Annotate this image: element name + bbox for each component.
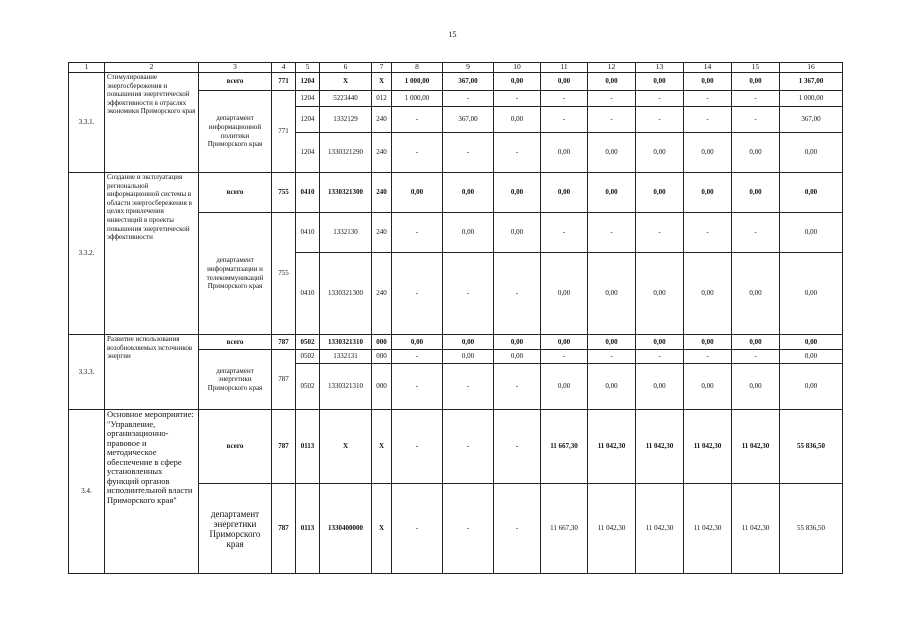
cell: 0,00 — [636, 173, 684, 213]
cell: 0,00 — [732, 364, 780, 410]
cell: 771 — [272, 73, 296, 91]
department-code: 787 — [272, 350, 296, 410]
cell: 0,00 — [588, 173, 636, 213]
cell: 240 — [372, 107, 392, 133]
cell: - — [443, 253, 494, 335]
cell: 0,00 — [732, 73, 780, 91]
cell: - — [684, 350, 732, 364]
cell: 1204 — [296, 133, 320, 173]
cell: 0,00 — [443, 213, 494, 253]
cell: 0,00 — [494, 107, 541, 133]
cell: 1204 — [296, 107, 320, 133]
cell: 0,00 — [780, 253, 843, 335]
cell: - — [588, 91, 636, 107]
cell: 0,00 — [392, 335, 443, 350]
cell: - — [443, 484, 494, 574]
cell: 0,00 — [684, 73, 732, 91]
header-cell: 15 — [732, 63, 780, 73]
header-cell: 13 — [636, 63, 684, 73]
section-code: 3.3.2. — [69, 173, 105, 335]
cell: 1330321300 — [320, 253, 372, 335]
cell: 0,00 — [684, 133, 732, 173]
cell: 1332131 — [320, 350, 372, 364]
cell: 787 — [272, 484, 296, 574]
cell: - — [494, 91, 541, 107]
table-row — [69, 335, 843, 350]
cell: 012 — [372, 91, 392, 107]
department-name: департамент энергетики Приморского края — [199, 350, 272, 410]
cell: 0,00 — [541, 173, 588, 213]
cell: X — [320, 410, 372, 484]
cell: - — [443, 364, 494, 410]
cell: X — [372, 484, 392, 574]
cell: - — [684, 91, 732, 107]
cell: 1 367,00 — [780, 73, 843, 91]
header-cell: 12 — [588, 63, 636, 73]
cell: 11 042,30 — [588, 410, 636, 484]
cell: 11 042,30 — [636, 484, 684, 574]
cell: 0,00 — [588, 335, 636, 350]
cell: 0410 — [296, 213, 320, 253]
cell: 1332130 — [320, 213, 372, 253]
cell: 367,00 — [443, 107, 494, 133]
cell: X — [372, 73, 392, 91]
cell: - — [732, 91, 780, 107]
cell: 0410 — [296, 173, 320, 213]
total-label: всего — [199, 173, 272, 213]
section-name: Стимулирование энергосбережения и повышения энергетической эффективности в отраслях экономики Приморского края — [105, 73, 199, 173]
budget-table — [68, 62, 843, 574]
section-name: Основное мероприятие: "Управление, организационно-правовое и методическое обеспечение в сфере установленных функций органов исполнительной власти Приморского края" — [105, 410, 199, 574]
cell: - — [684, 213, 732, 253]
header-cell: 11 — [541, 63, 588, 73]
section-code: 3.3.1. — [69, 73, 105, 173]
cell: - — [636, 91, 684, 107]
header-cell: 3 — [199, 63, 272, 73]
cell: 0,00 — [588, 73, 636, 91]
cell: 0,00 — [636, 253, 684, 335]
cell: 0,00 — [494, 213, 541, 253]
section-name: Создание и эксплуатация региональной информационной системы в области энергосбережения в целях привлечения инвестиций в проекты повышения энергетической эффективности — [105, 173, 199, 335]
cell: - — [541, 91, 588, 107]
department-name: департамент энергетики Приморского края — [199, 484, 272, 574]
cell: 0,00 — [443, 350, 494, 364]
cell: 0,00 — [392, 173, 443, 213]
cell: - — [392, 410, 443, 484]
cell: 0,00 — [588, 253, 636, 335]
cell: 0,00 — [780, 350, 843, 364]
total-label: всего — [199, 410, 272, 484]
cell: 0,00 — [780, 335, 843, 350]
header-cell: 6 — [320, 63, 372, 73]
cell: 1204 — [296, 73, 320, 91]
cell: 0,00 — [636, 133, 684, 173]
cell: - — [494, 133, 541, 173]
cell: 0,00 — [732, 173, 780, 213]
cell: - — [392, 350, 443, 364]
cell: 0,00 — [636, 73, 684, 91]
header-cell: 10 — [494, 63, 541, 73]
cell: 0,00 — [541, 253, 588, 335]
header-cell: 5 — [296, 63, 320, 73]
department-code: 755 — [272, 213, 296, 335]
cell: 1330321310 — [320, 364, 372, 410]
cell: 0,00 — [494, 173, 541, 213]
page-number: 15 — [448, 30, 457, 39]
cell: 000 — [372, 350, 392, 364]
cell: 240 — [372, 133, 392, 173]
cell: 0,00 — [541, 133, 588, 173]
cell: - — [541, 107, 588, 133]
cell: 0,00 — [732, 133, 780, 173]
section-code: 3.3.3. — [69, 335, 105, 410]
cell: 1 000,00 — [780, 91, 843, 107]
cell: 1330321300 — [320, 173, 372, 213]
cell: - — [588, 107, 636, 133]
cell: - — [636, 350, 684, 364]
cell: 000 — [372, 335, 392, 350]
cell: 0,00 — [780, 173, 843, 213]
cell: 0,00 — [684, 173, 732, 213]
cell: - — [494, 484, 541, 574]
cell: 0,00 — [636, 335, 684, 350]
cell: 1330400000 — [320, 484, 372, 574]
cell: 0,00 — [494, 350, 541, 364]
cell: X — [372, 410, 392, 484]
cell: 0410 — [296, 253, 320, 335]
total-label: всего — [199, 73, 272, 91]
cell: - — [588, 213, 636, 253]
cell: - — [392, 133, 443, 173]
cell: 0,00 — [684, 253, 732, 335]
cell: - — [392, 484, 443, 574]
cell: 0502 — [296, 364, 320, 410]
cell: 0,00 — [732, 253, 780, 335]
cell: - — [443, 91, 494, 107]
cell: 240 — [372, 253, 392, 335]
cell: - — [494, 410, 541, 484]
cell: 5223440 — [320, 91, 372, 107]
cell: 11 667,30 — [541, 410, 588, 484]
cell: 0502 — [296, 335, 320, 350]
cell: 11 042,30 — [732, 484, 780, 574]
cell: - — [636, 213, 684, 253]
cell: 0,00 — [684, 364, 732, 410]
section-name: Развитие использования возобновляемых источников энергии — [105, 335, 199, 410]
cell: 0,00 — [732, 335, 780, 350]
cell: - — [732, 107, 780, 133]
cell: 1 000,00 — [392, 91, 443, 107]
cell: - — [392, 364, 443, 410]
header-cell: 8 — [392, 63, 443, 73]
cell: 11 042,30 — [684, 484, 732, 574]
table-row — [69, 410, 843, 484]
cell: 1204 — [296, 91, 320, 107]
department-name: департамент информатизации и телекоммуникаций Приморского края — [199, 213, 272, 335]
table-row — [69, 173, 843, 213]
section-code: 3.4. — [69, 410, 105, 574]
cell: 0113 — [296, 484, 320, 574]
cell: 11 042,30 — [732, 410, 780, 484]
header-cell: 4 — [272, 63, 296, 73]
cell: - — [494, 253, 541, 335]
cell: 367,00 — [780, 107, 843, 133]
cell: 0,00 — [780, 364, 843, 410]
header-cell: 16 — [780, 63, 843, 73]
cell: 0,00 — [541, 73, 588, 91]
cell: 787 — [272, 335, 296, 350]
cell: 0,00 — [588, 364, 636, 410]
cell: - — [392, 213, 443, 253]
cell: - — [494, 364, 541, 410]
cell: 0,00 — [636, 364, 684, 410]
cell: 0113 — [296, 410, 320, 484]
cell: - — [541, 350, 588, 364]
cell: 0,00 — [780, 213, 843, 253]
cell: 0,00 — [443, 335, 494, 350]
cell: 0,00 — [494, 73, 541, 91]
cell: 1332129 — [320, 107, 372, 133]
cell: 11 042,30 — [684, 410, 732, 484]
cell: 11 042,30 — [636, 410, 684, 484]
cell: 0,00 — [541, 364, 588, 410]
cell: 0,00 — [780, 133, 843, 173]
cell: 000 — [372, 364, 392, 410]
cell: 0,00 — [443, 173, 494, 213]
cell: 0,00 — [588, 133, 636, 173]
cell: 0,00 — [684, 335, 732, 350]
cell: 367,00 — [443, 73, 494, 91]
total-label: всего — [199, 335, 272, 350]
header-cell: 14 — [684, 63, 732, 73]
cell: 55 836,50 — [780, 484, 843, 574]
cell: - — [732, 350, 780, 364]
header-cell: 9 — [443, 63, 494, 73]
cell: 755 — [272, 173, 296, 213]
cell: X — [320, 73, 372, 91]
header-cell: 1 — [69, 63, 105, 73]
department-name: департамент информационной политики Приморского края — [199, 91, 272, 173]
cell: - — [588, 350, 636, 364]
cell: 0502 — [296, 350, 320, 364]
cell: 240 — [372, 213, 392, 253]
cell: - — [636, 107, 684, 133]
department-code: 771 — [272, 91, 296, 173]
cell: 1330321310 — [320, 335, 372, 350]
cell: - — [684, 107, 732, 133]
cell: 0,00 — [541, 335, 588, 350]
cell: - — [392, 107, 443, 133]
cell: - — [392, 253, 443, 335]
cell: 787 — [272, 410, 296, 484]
cell: - — [541, 213, 588, 253]
cell: 55 836,50 — [780, 410, 843, 484]
table-row — [69, 73, 843, 91]
cell: 11 042,30 — [588, 484, 636, 574]
header-cell: 2 — [105, 63, 199, 73]
cell: 11 667,30 — [541, 484, 588, 574]
cell: 240 — [372, 173, 392, 213]
cell: - — [443, 133, 494, 173]
cell: 1 000,00 — [392, 73, 443, 91]
header-row — [69, 63, 843, 73]
cell: - — [732, 213, 780, 253]
header-cell: 7 — [372, 63, 392, 73]
cell: 1330321290 — [320, 133, 372, 173]
cell: 0,00 — [494, 335, 541, 350]
cell: - — [443, 410, 494, 484]
